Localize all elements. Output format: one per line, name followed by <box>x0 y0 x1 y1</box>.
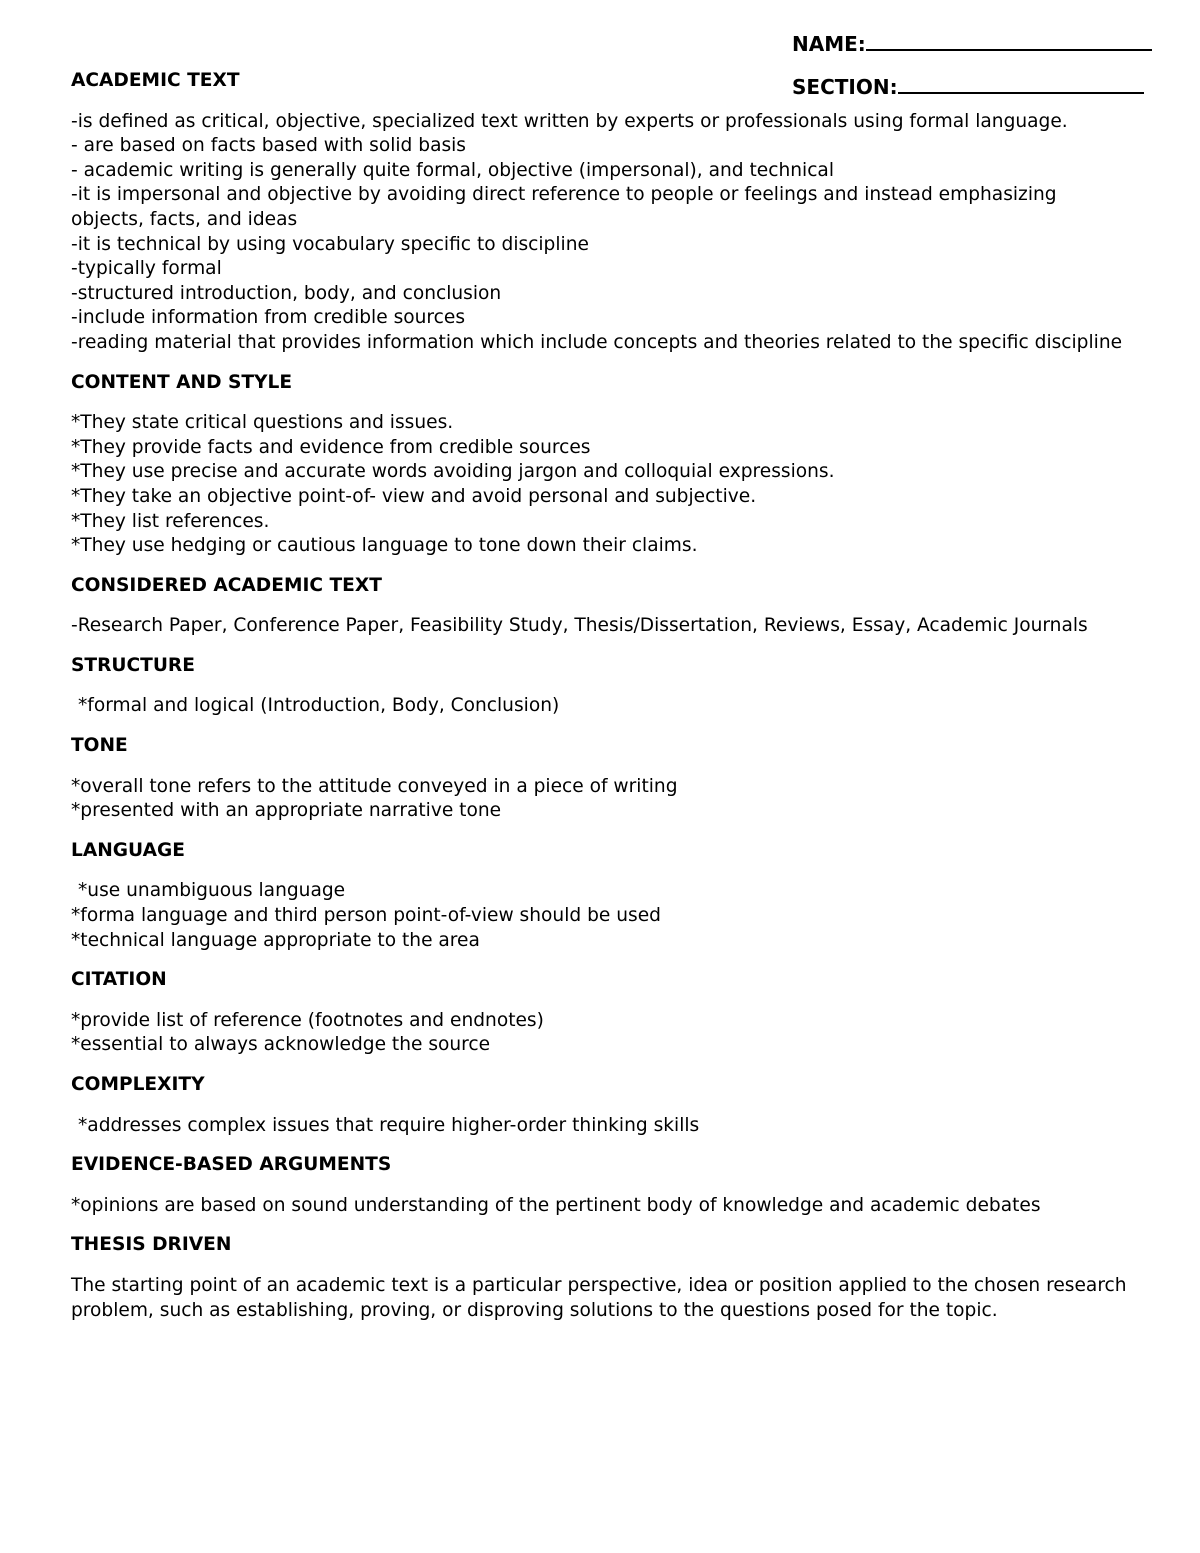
list-item: *overall tone refers to the attitude conveyed in a piece of writing <box>71 775 678 797</box>
list-item: *They state critical questions and issues. <box>71 412 454 434</box>
structure-list <box>71 694 1131 719</box>
list-item: -include information from credible sources <box>71 307 466 329</box>
document-body <box>71 69 1131 1323</box>
heading-citation: CITATION <box>71 969 167 991</box>
list-item: *They use hedging or cautious language to tone down their claims. <box>71 535 698 557</box>
tone-list <box>71 775 1131 824</box>
list-item: *forma language and third person point-of-view should be used <box>71 905 661 927</box>
name-field <box>792 29 1152 56</box>
heading-considered-academic-text: CONSIDERED ACADEMIC TEXT <box>71 574 382 596</box>
heading-academic-text: ACADEMIC TEXT <box>71 70 240 91</box>
name-blank-line <box>866 29 1152 51</box>
heading-structure: STRUCTURE <box>71 654 195 676</box>
list-item: -reading material that provides information which include concepts and theories related to the specific discipline <box>71 331 1123 353</box>
section-label: SECTION: <box>792 75 898 99</box>
heading-thesis-driven: THESIS DRIVEN <box>71 1234 232 1256</box>
list-item: -typically formal <box>71 258 222 280</box>
content-and-style-list <box>71 411 1131 559</box>
heading-tone: TONE <box>71 735 128 757</box>
list-item: *They provide facts and evidence from credible sources <box>71 436 591 458</box>
list-item: - academic writing is generally quite formal, objective (impersonal), and technical <box>71 159 834 181</box>
list-item: *They use precise and accurate words avoiding jargon and colloquial expressions. <box>71 461 835 483</box>
list-item: *They take an objective point-of- view and avoid personal and subjective. <box>71 485 757 507</box>
list-item: *use unambiguous language <box>78 880 346 902</box>
citation-list <box>71 1009 1131 1058</box>
list-item: *presented with an appropriate narrative tone <box>71 800 502 822</box>
list-item: *formal and logical (Introduction, Body, Conclusion) <box>78 695 560 717</box>
heading-evidence-based-arguments: EVIDENCE-BASED ARGUMENTS <box>71 1154 392 1176</box>
language-list <box>71 879 1131 953</box>
heading-complexity: COMPLEXITY <box>71 1074 205 1095</box>
academic-text-list <box>71 110 1131 356</box>
heading-content-and-style: CONTENT AND STYLE <box>71 371 293 393</box>
list-item: *provide list of reference (footnotes and endnotes) <box>71 1009 544 1031</box>
list-item: -it is technical by using vocabulary specific to discipline <box>71 233 589 255</box>
considered-list <box>71 614 1131 639</box>
list-item: *essential to always acknowledge the source <box>71 1034 491 1056</box>
list-item: -it is impersonal and objective by avoiding direct reference to people or feelings and instead emphasizing objects, facts, and ideas <box>71 184 1057 230</box>
name-label: NAME: <box>792 32 866 56</box>
list-item: -is defined as critical, objective, specialized text written by experts or professionals using formal language. <box>71 110 1068 132</box>
evidence-list <box>71 1194 1131 1219</box>
heading-language: LANGUAGE <box>71 839 185 861</box>
list-item: -Research Paper, Conference Paper, Feasibility Study, Thesis/Dissertation, Reviews, Essay, Academic Journals <box>71 615 1088 637</box>
thesis-paragraph <box>71 1274 1131 1323</box>
list-item: *addresses complex issues that require higher-order thinking skills <box>78 1114 700 1136</box>
list-item: -structured introduction, body, and conclusion <box>71 282 502 304</box>
list-item: *They list references. <box>71 510 270 532</box>
complexity-list <box>71 1114 1131 1139</box>
list-item: - are based on facts based with solid basis <box>71 135 466 157</box>
list-item: *technical language appropriate to the area <box>71 929 480 951</box>
list-item: *opinions are based on sound understanding of the pertinent body of knowledge and academic debates <box>71 1194 1041 1216</box>
paragraph: The starting point of an academic text is a particular perspective, idea or position applied to the chosen research problem, such as establishing, proving, or disproving solutions to the questions posed for the topic. <box>71 1274 1127 1321</box>
